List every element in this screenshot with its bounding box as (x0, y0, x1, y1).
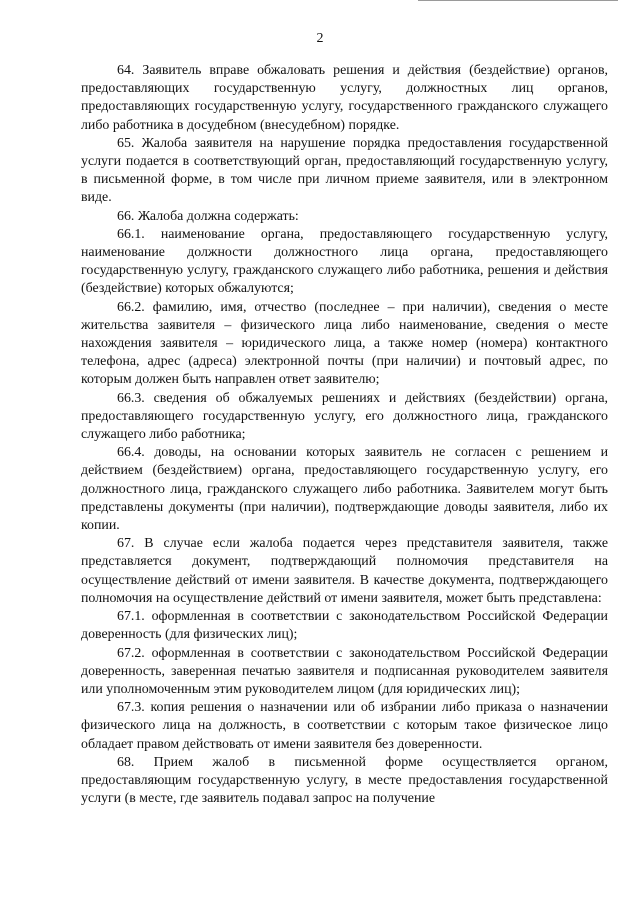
paragraph-67-1: 67.1. оформленная в соответствии с законодательством Российской Федерации доверенность (для физических лиц); (81, 609, 608, 643)
paragraph-66-2: 66.2. фамилию, имя, отчество (последнее – при наличии), сведения о месте жительства заявителя – физического лица либо наименование, сведения о месте нахождения заявителя – юридического лица, а также номер (номера) контактного телефона, адрес (адреса) электронной почты (при наличии) и почтовый адрес, по которым должен быть направлен ответ заявителю; (81, 299, 608, 388)
document-body (81, 62, 608, 808)
paragraph-67: 67. В случае если жалоба подается через представителя заявителя, также представляется документ, подтверждающий полномочия представителя на осуществление действий от имени заявителя. В качестве документа, подтверждающего полномочия на осуществление действий от имени заявителя, может быть представлена: (81, 536, 608, 606)
paragraph-66-3: 66.3. сведения об обжалуемых решениях и действиях (бездействии) органа, предоставляющего государственную услугу, его должностного лица, гражданского служащего либо работника; (81, 390, 608, 443)
paragraph-66: 66. Жалоба должна содержать: (117, 208, 299, 224)
paragraph-68: 68. Прием жалоб в письменной форме осуществляется органом, предоставляющим государственную услугу, в месте предоставления государственной услуги (в месте, где заявитель подавал запрос на получение (81, 754, 608, 807)
paragraph-66-4: 66.4. доводы, на основании которых заявитель не согласен с решением и действием (бездействием) органа, предоставляющего государственную услугу, его должностного лица, гражданского служащего либо работника. Заявителем могут быть представлены документы (при наличии), подтверждающие доводы заявителя, либо их копии. (81, 445, 608, 534)
paragraph-64: 64. Заявитель вправе обжаловать решения и действия (бездействие) органов, предоставляющих государственную услугу, должностных лиц органов, предоставляющих государственную услугу, государственного гражданского служащего либо работника в досудебном (внесудебном) порядке. (81, 63, 608, 133)
page-number: 2 (316, 31, 324, 46)
paragraph-66-1: 66.1. наименование органа, предоставляющего государственную услугу, наименование должности должностного лица органа, предоставляющего государственную услугу, гражданского служащего либо работника, решения и действия (бездействие) которых обжалуются; (81, 226, 608, 297)
paragraph-67-3: 67.3. копия решения о назначении или об избрании либо приказа о назначении физического лица на должность, в соответствии с которым такое физическое лицо обладает правом действовать от имени заявителя без доверенности. (81, 700, 608, 752)
top-edge-line (418, 0, 618, 1)
paragraph-67-2: 67.2. оформленная в соответствии с законодательством Российской Федерации доверенность, заверенная печатью заявителя и подписанная руководителем заявителя или уполномоченным этим руководителем лицом (для юридических лиц); (81, 645, 608, 697)
paragraph-65: 65. Жалоба заявителя на нарушение порядка предоставления государственной услуги подается в соответствующий орган, предоставляющий государственную услугу, в письменной форме, в том числе при личном приеме заявителя, или в электронном виде. (81, 135, 608, 206)
